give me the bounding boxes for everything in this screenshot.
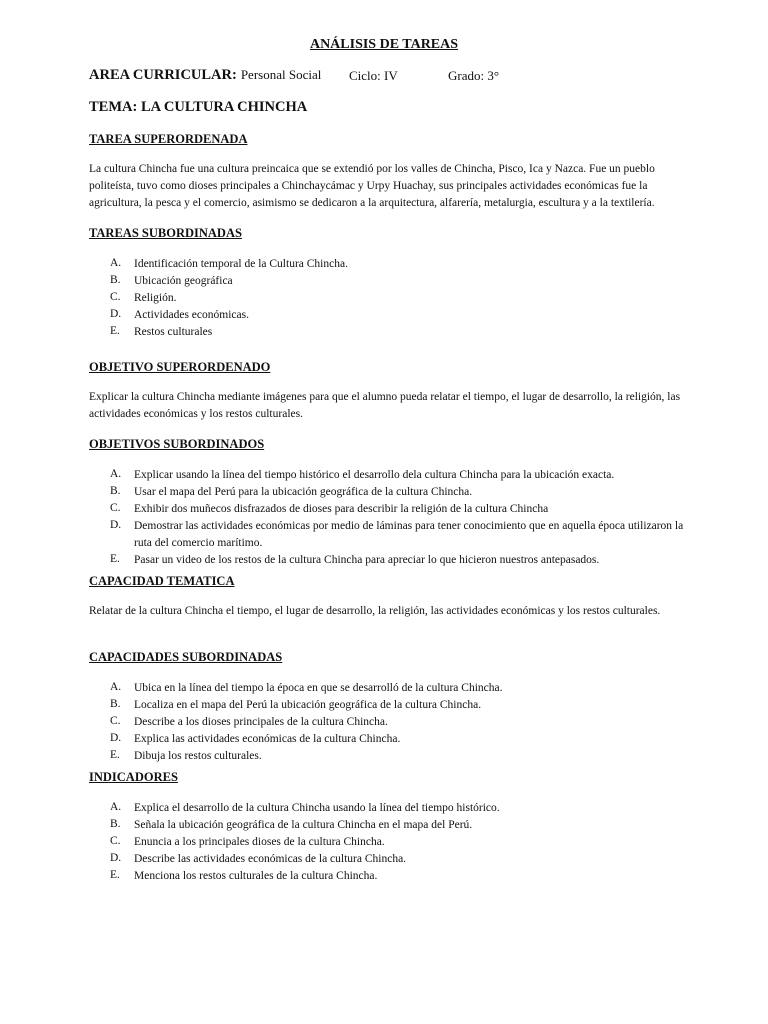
indicadores-heading: INDICADORES (89, 770, 178, 784)
list-item-text: Describe a los dioses principales de la cultura Chincha. (134, 716, 388, 728)
objetivo-superordenado-text: Explicar la cultura Chincha mediante imágenes para que el alumno pueda relatar el tiempo, el lugar de desarrollo, la religión, las actividades económicas y los restos culturales. (89, 391, 681, 420)
area-curricular-value: Personal Social (240, 67, 322, 82)
list-item-marker: A. (110, 257, 122, 269)
list-item-marker: B. (110, 818, 121, 830)
tareas-subordinadas-heading: TAREAS SUBORDINADAS (89, 226, 242, 240)
list-item-text: Enuncia a los principales dioses de la cultura Chincha. (134, 836, 385, 848)
list-item-marker: E. (110, 325, 120, 337)
list-item (110, 467, 690, 484)
tarea-superordenada-text: La cultura Chincha fue una cultura preincaica que se extendió por los valles de Chincha, Pisco, Ica y Nazca. Fue un pueblo politeísta, tuvo como dioses principales a Chinchaycámac y Urpy Huachay, sus principales actividades económicas fue la agricultura, la pesca y el comercio, asimismo se dedicaron a la arquitectura, alfarería, metalurgia, escultura y a la textilería. (89, 163, 655, 209)
list-item-marker: D. (110, 308, 122, 320)
list-item (110, 868, 690, 885)
list-item (110, 697, 690, 714)
list-item (110, 324, 690, 341)
list-item (110, 290, 690, 307)
list-item (110, 680, 690, 697)
tarea-superordenada-heading: TAREA SUPERORDENADA (89, 132, 248, 146)
list-item (110, 851, 690, 868)
list-item (110, 714, 690, 731)
list-item-text: Pasar un video de los restos de la cultura Chincha para apreciar lo que hicieron nuestros antepasados. (134, 554, 600, 566)
list-item-marker: D. (110, 852, 122, 864)
list-item-marker: D. (110, 732, 122, 744)
list-item-marker: C. (110, 502, 121, 514)
list-item-text: Menciona los restos culturales de la cultura Chincha. (134, 870, 378, 882)
list-item (110, 518, 690, 552)
capacidad-tematica-text: Relatar de la cultura Chincha el tiempo, el lugar de desarrollo, la religión, las actividades económicas y los restos culturales. (89, 605, 661, 617)
list-item-marker: C. (110, 715, 121, 727)
list-item-marker: A. (110, 801, 122, 813)
list-item-marker: D. (110, 519, 122, 531)
tema-heading: TEMA: LA CULTURA CHINCHA (89, 99, 308, 115)
area-curricular-label: AREA CURRICULAR: (89, 67, 237, 83)
list-item-text: Explica el desarrollo de la cultura Chincha usando la línea del tiempo histórico. (134, 802, 500, 814)
list-item (110, 748, 690, 765)
list-item (110, 501, 690, 518)
list-item (110, 834, 690, 851)
ciclo-value: Ciclo: IV (349, 68, 398, 83)
list-item-text: Dibuja los restos culturales. (134, 750, 262, 762)
list-item-text: Demostrar las actividades económicas por medio de láminas para tener conocimiento que en aquella época utilizaron la ruta del comercio marítimo. (134, 520, 684, 549)
list-item-marker: A. (110, 468, 122, 480)
grado-value: Grado: 3° (448, 68, 500, 83)
list-item-marker: E. (110, 869, 120, 881)
capacidad-tematica-heading: CAPACIDAD TEMATICA (89, 574, 235, 588)
list-item-text: Señala la ubicación geográfica de la cultura Chincha en el mapa del Perú. (134, 819, 473, 831)
list-item-marker: B. (110, 274, 121, 286)
list-item-marker: E. (110, 553, 120, 565)
list-item-text: Actividades económicas. (134, 309, 249, 321)
list-item-text: Explica las actividades económicas de la cultura Chincha. (134, 733, 401, 745)
list-item-text: Localiza en el mapa del Perú la ubicación geográfica de la cultura Chincha. (134, 699, 482, 711)
list-item (110, 731, 690, 748)
objetivos-subordinados-heading: OBJETIVOS SUBORDINADOS (89, 437, 265, 451)
list-item (110, 256, 690, 273)
objetivo-superordenado-heading: OBJETIVO SUPERORDENADO (89, 360, 271, 374)
list-item-marker: A. (110, 681, 122, 693)
list-item (110, 800, 690, 817)
list-item-text: Ubicación geográfica (134, 275, 233, 287)
list-item-text: Explicar usando la línea del tiempo histórico el desarrollo dela cultura Chincha para la ubicación exacta. (134, 469, 615, 481)
list-item-text: Restos culturales (134, 326, 213, 338)
list-item-marker: C. (110, 835, 121, 847)
list-item-text: Ubica en la línea del tiempo la época en que se desarrolló de la cultura Chincha. (134, 682, 503, 694)
indicadores-list (110, 800, 690, 885)
list-item-text: Religión. (134, 292, 177, 304)
capacidades-subordinadas-heading: CAPACIDADES SUBORDINADAS (89, 650, 283, 664)
list-item (110, 307, 690, 324)
list-item (110, 484, 690, 501)
header-info (89, 67, 689, 84)
list-item-text: Exhibir dos muñecos disfrazados de dioses para describir la religión de la cultura Chincha (134, 503, 549, 515)
list-item-marker: E. (110, 749, 120, 761)
list-item (110, 817, 690, 834)
list-item-marker: C. (110, 291, 121, 303)
tareas-subordinadas-list (110, 256, 690, 341)
list-item-text: Identificación temporal de la Cultura Chincha. (134, 258, 348, 270)
list-item-marker: B. (110, 485, 121, 497)
capacidades-subordinadas-list (110, 680, 690, 765)
list-item (110, 273, 690, 290)
list-item-text: Describe las actividades económicas de la cultura Chincha. (134, 853, 407, 865)
document-title: ANÁLISIS DE TAREAS (309, 37, 459, 52)
list-item (110, 552, 690, 569)
objetivos-subordinados-list (110, 467, 690, 569)
list-item-text: Usar el mapa del Perú para la ubicación geográfica de la cultura Chincha. (134, 486, 473, 498)
list-item-marker: B. (110, 698, 121, 710)
